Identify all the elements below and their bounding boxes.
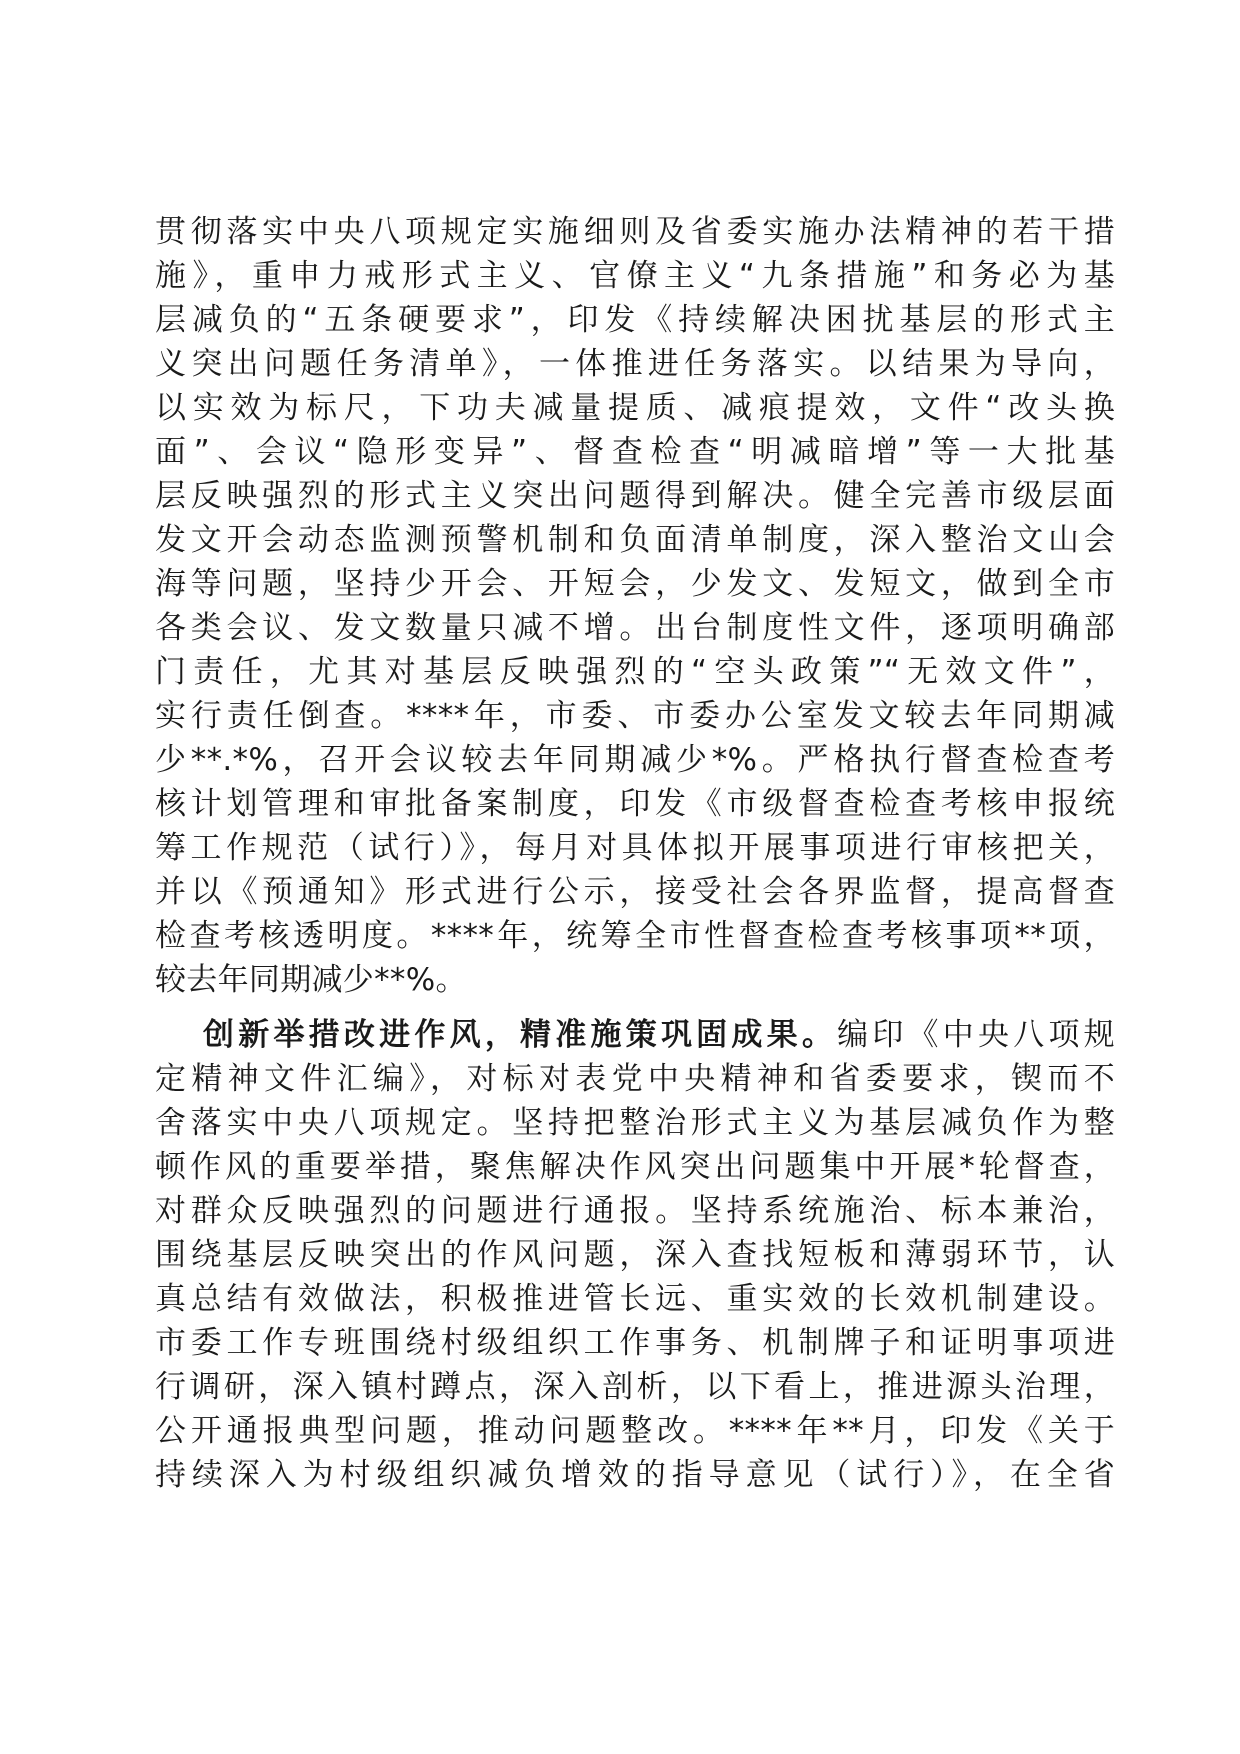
text-segment: 编印《中央八项规 xyxy=(837,1017,1115,1053)
document-body xyxy=(155,210,1115,1497)
text-line: 舍落实中央八项规定。坚持把整治形式主义为基层减负作为整 xyxy=(155,1105,1115,1141)
text-line: 公开通报典型问题，推动问题整改。****年**月，印发《关于 xyxy=(155,1413,1115,1449)
text-line: 面”、会议“隐形变异”、督查检查“明减暗增”等一大批基 xyxy=(155,434,1115,470)
text-line: 顿作风的重要举措，聚焦解决作风突出问题集中开展*轮督查， xyxy=(155,1149,1115,1185)
paragraph-spacer xyxy=(155,1002,1115,1013)
paragraph-first-line xyxy=(155,1013,1115,1057)
text-line: 较去年同期减少**%。 xyxy=(155,962,467,998)
text-line: 围绕基层反映突出的作风问题，深入查找短板和薄弱环节，认 xyxy=(155,1237,1115,1273)
text-line: 筹工作规范（试行）》，每月对具体拟开展事项进行审核把关， xyxy=(155,830,1115,866)
text-line: 义突出问题任务清单》，一体推进任务落实。以结果为导向， xyxy=(155,346,1115,382)
paragraph-heading: 创新举措改进作风，精准施策巩固成果。 xyxy=(203,1017,838,1053)
text-line: 并以《预通知》形式进行公示，接受社会各界监督，提高督查 xyxy=(155,874,1115,910)
text-line: 门责任，尤其对基层反映强烈的“空头政策”“无效文件”， xyxy=(155,654,1115,690)
text-line: 定精神文件汇编》，对标对表党中央精神和省委要求，锲而不 xyxy=(155,1061,1115,1097)
text-line: 贯彻落实中央八项规定实施细则及省委实施办法精神的若干措 xyxy=(155,214,1115,250)
text-line: 施》，重申力戒形式主义、官僚主义“九条措施”和务必为基 xyxy=(155,258,1115,294)
text-line: 发文开会动态监测预警机制和负面清单制度，深入整治文山会 xyxy=(155,522,1115,558)
text-line: 海等问题，坚持少开会、开短会，少发文、发短文，做到全市 xyxy=(155,566,1115,602)
text-line: 以实效为标尺，下功夫减量提质、减痕提效，文件“改头换 xyxy=(155,390,1115,426)
text-line: 层反映强烈的形式主义突出问题得到解决。健全完善市级层面 xyxy=(155,478,1115,514)
text-line: 检查考核透明度。****年，统筹全市性督查检查考核事项**项， xyxy=(155,918,1115,954)
text-line: 对群众反映强烈的问题进行通报。坚持系统施治、标本兼治， xyxy=(155,1193,1115,1229)
text-line: 实行责任倒查。****年，市委、市委办公室发文较去年同期减 xyxy=(155,698,1115,734)
text-line: 各类会议、发文数量只减不增。出台制度性文件，逐项明确部 xyxy=(155,610,1115,646)
paragraph-1 xyxy=(155,210,1115,1002)
text-line: 层减负的“五条硬要求”，印发《持续解决困扰基层的形式主 xyxy=(155,302,1115,338)
text-line: 真总结有效做法，积极推进管长远、重实效的长效机制建设。 xyxy=(155,1281,1115,1317)
text-line: 行调研，深入镇村蹲点，深入剖析，以下看上，推进源头治理， xyxy=(155,1369,1115,1405)
text-line: 市委工作专班围绕村级组织工作事务、机制牌子和证明事项进 xyxy=(155,1325,1115,1361)
text-line: 少**.*%，召开会议较去年同期减少*%。严格执行督查检查考 xyxy=(155,742,1115,778)
paragraph-2 xyxy=(155,1013,1115,1497)
text-line: 核计划管理和审批备案制度，印发《市级督查检查考核申报统 xyxy=(155,786,1115,822)
text-line: 持续深入为村级组织减负增效的指导意见（试行）》，在全省 xyxy=(155,1457,1115,1493)
